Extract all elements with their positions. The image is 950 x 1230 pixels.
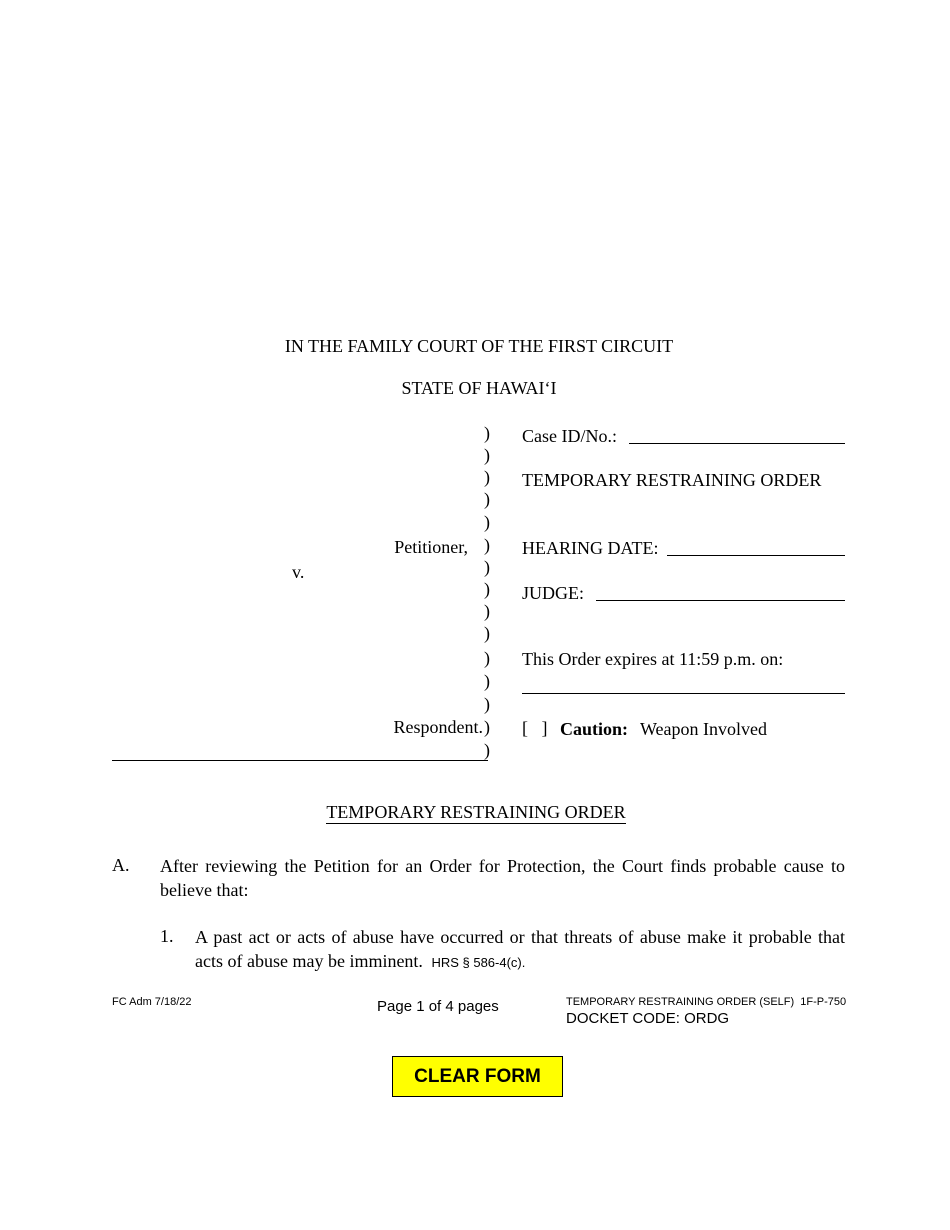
caution-label: Caution: (560, 719, 629, 739)
caption-paren: ) (484, 671, 490, 691)
expires-date-field[interactable] (522, 693, 845, 694)
item-1-cite: HRS § 586-4(c). (431, 955, 526, 970)
caption-paren: ) (484, 601, 490, 621)
expires-label: This Order expires at 11:59 p.m. on: (522, 649, 784, 669)
body-title: TEMPORARY RESTRAINING ORDER (326, 802, 626, 822)
caption-paren: ) (484, 467, 490, 487)
order-title: TEMPORARY RESTRAINING ORDER (522, 470, 822, 490)
section-a-text: After reviewing the Petition for an Order for Protection, the Court finds probable cause to believe that: (160, 856, 845, 900)
item-1-paragraph (195, 925, 845, 975)
item-1-text: A past act or acts of abuse have occurred or that threats of abuse make it probable that acts of abuse may be imminent. (195, 927, 845, 971)
hearing-date-label: HEARING DATE: (522, 538, 659, 558)
judge-label: JUDGE: (522, 583, 584, 603)
item-1-marker: 1. (160, 926, 174, 946)
court-name: IN THE FAMILY COURT OF THE FIRST CIRCUIT (284, 336, 674, 356)
caption-paren: ) (484, 694, 490, 714)
caption-paren: ) (484, 740, 490, 760)
versus-label: v. (292, 562, 305, 582)
form-title: TEMPORARY RESTRAINING ORDER (SELF) 1F-P-750 (566, 996, 847, 1008)
page-info: Page 1 of 4 pages (377, 998, 499, 1015)
caution-text: Weapon Involved (640, 719, 768, 739)
respondent-name-line[interactable] (112, 760, 488, 761)
hearing-date-field[interactable] (667, 555, 845, 556)
caption-paren: ) (484, 535, 490, 555)
caption-paren: ) (484, 648, 490, 668)
caution-checkbox[interactable]: [ ] (522, 718, 548, 738)
state-name: STATE OF HAWAI‘I (401, 378, 557, 398)
docket-code: DOCKET CODE: ORDG (566, 1010, 730, 1027)
case-id-field[interactable] (629, 443, 845, 444)
caption-paren: ) (484, 717, 490, 737)
judge-field[interactable] (596, 600, 845, 601)
caption-paren: ) (484, 512, 490, 532)
caption-paren: ) (484, 623, 490, 643)
form-date: FC Adm 7/18/22 (112, 996, 192, 1008)
caption-paren: ) (484, 489, 490, 509)
section-a-marker: A. (112, 855, 130, 875)
body-title-wrap (0, 801, 950, 823)
caption-paren: ) (484, 423, 490, 443)
caption-paren: ) (484, 557, 490, 577)
petitioner-label: Petitioner, (394, 537, 468, 557)
clear-form-button[interactable]: CLEAR FORM (392, 1056, 563, 1097)
caption-paren: ) (484, 445, 490, 465)
caption-paren: ) (484, 579, 490, 599)
case-id-label: Case ID/No.: (522, 426, 617, 446)
respondent-label: Respondent. (393, 717, 483, 737)
